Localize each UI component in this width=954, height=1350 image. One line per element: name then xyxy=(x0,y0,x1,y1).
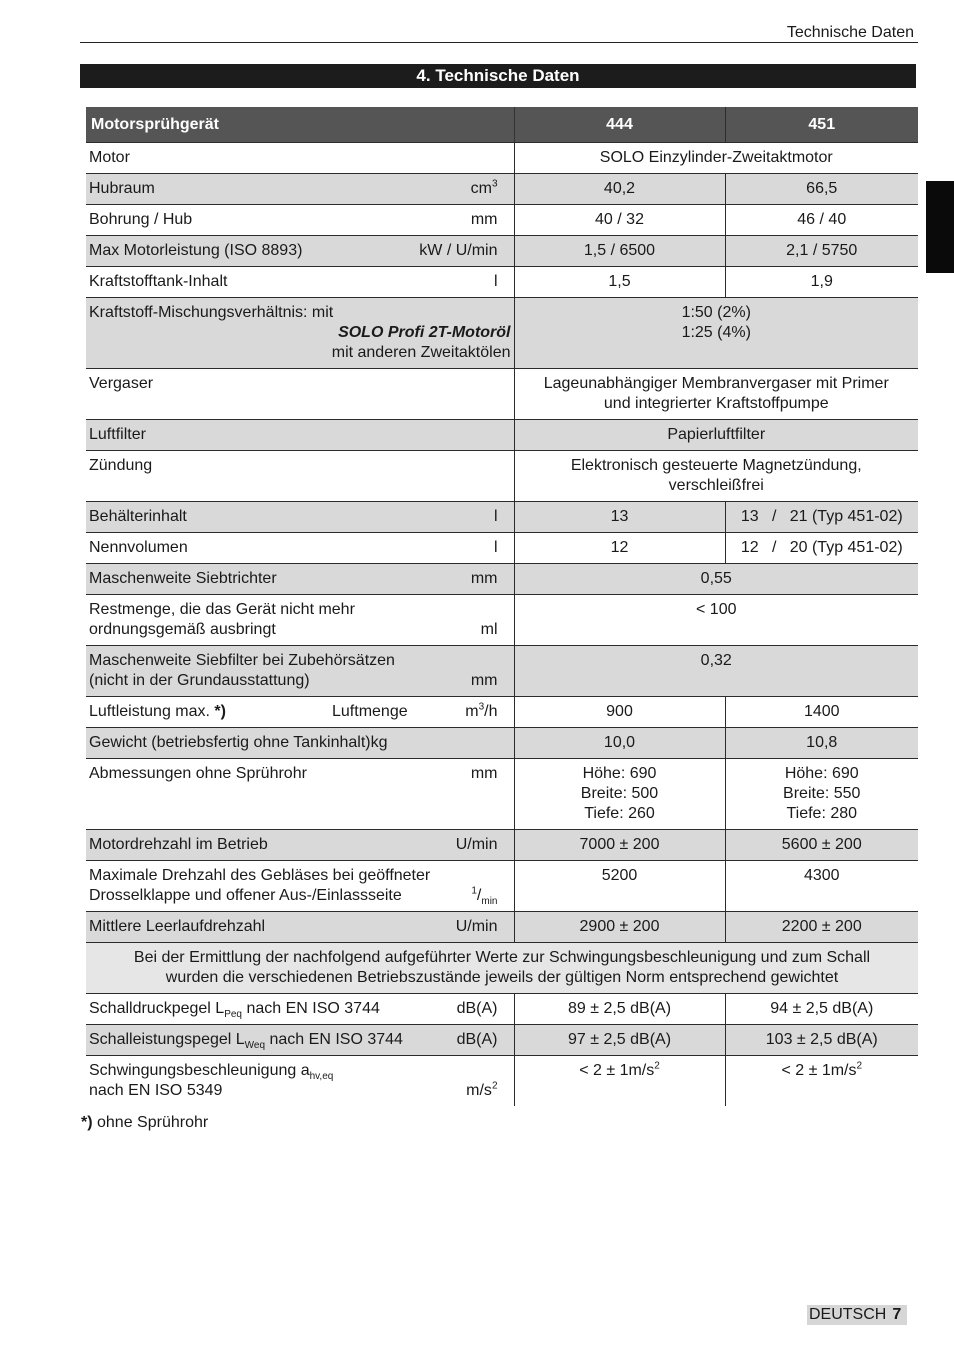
table-header-row xyxy=(86,107,918,143)
table-row xyxy=(86,369,918,420)
running-header xyxy=(80,22,918,43)
row-unit: kW / U/min xyxy=(419,242,498,259)
value-444: 13 xyxy=(514,502,725,533)
row-unit: U/min xyxy=(455,836,498,853)
running-header-title: Technische Daten xyxy=(786,24,914,41)
table-row xyxy=(86,595,918,646)
row-unit: ml xyxy=(480,621,498,638)
row-label: Motor xyxy=(86,143,514,174)
table-row xyxy=(86,298,918,369)
row-label: Restmenge, die das Gerät nicht mehr ordnungsgemäß ausbringt ml xyxy=(86,595,514,646)
row-label: Zündung xyxy=(86,451,514,502)
row-label: Abmessungen ohne Sprührohr mm xyxy=(86,759,514,830)
value-451: 94 ± 2,5 dB(A) xyxy=(725,994,918,1025)
value-451: 103 ± 2,5 dB(A) xyxy=(725,1025,918,1056)
header-cell-444: 444 xyxy=(514,107,725,143)
footnote-text: ohne Sprührohr xyxy=(92,1114,209,1131)
table-row xyxy=(86,994,918,1025)
table-row xyxy=(86,174,918,205)
table-row xyxy=(86,1056,918,1107)
row-label: Max Motorleistung (ISO 8893) kW / U/min xyxy=(86,236,514,267)
table-row xyxy=(86,1025,918,1056)
value-451: 1400 xyxy=(725,697,918,728)
row-label: Schwingungsbeschleunigung $a_{hv,eq}$ nach EN ISO 5349 $m/s^2$ xyxy=(86,1056,514,1107)
row-label: Schalleistungspegel $L_{Weq}$ nach EN ISO 3744 dB(A) xyxy=(86,1025,514,1056)
page-number: 7 xyxy=(892,1306,902,1323)
row-unit: mm xyxy=(470,570,498,587)
measurement-note: Bei der Ermittlung der nachfolgend aufgeführter Werte zur Schwingungsbeschleunigung und zum Schall wurden die verschiedenen Betriebszustände jeweils der gültigen Norm entsprechend gewichtet xyxy=(86,943,918,994)
row-label: Kraftstofftank-Inhalt l xyxy=(86,267,514,298)
row-label: Behälterinhalt l xyxy=(86,502,514,533)
row-sublabel: Luftmenge xyxy=(332,703,408,720)
row-value: 0,32 xyxy=(514,646,918,697)
value-444: 89 ± 2,5 dB(A) xyxy=(514,994,725,1025)
value-444: 40 / 32 xyxy=(514,205,725,236)
footer-language: DEUTSCH xyxy=(809,1306,887,1323)
row-label: Maximale Drehzahl des Gebläses bei geöffneter Drosselklappe und offener Aus-/Einlassseite $^1/_{min}$ xyxy=(86,861,514,912)
chapter-tab-marker xyxy=(926,181,954,273)
value-444: 1,5 / 6500 xyxy=(514,236,725,267)
row-label: Maschenweite Siebfilter bei Zubehörsätzen (nicht in der Grundausstattung) mm xyxy=(86,646,514,697)
value-451: 10,8 xyxy=(725,728,918,759)
row-unit: $^1/_{min}$ xyxy=(471,885,498,908)
row-unit: mm xyxy=(470,765,498,782)
row-unit: $cm^3$ xyxy=(470,178,498,197)
table-row xyxy=(86,205,918,236)
value-451: 66,5 xyxy=(725,174,918,205)
row-value: Elektronisch gesteuerte Magnetzündung, verschleißfrei xyxy=(514,451,918,502)
row-unit: $m/s^2$ xyxy=(466,1080,498,1099)
table-row xyxy=(86,451,918,502)
value-444: 10,0 xyxy=(514,728,725,759)
value-444: 900 xyxy=(514,697,725,728)
section-title: 4. Technische Daten xyxy=(80,64,916,88)
value-444: 7000 ± 200 xyxy=(514,830,725,861)
header-cell-label: Motorsprühgerät xyxy=(86,107,514,143)
row-label: Vergaser xyxy=(86,369,514,420)
row-label: Hubraum $cm^3$ xyxy=(86,174,514,205)
table-row xyxy=(86,728,918,759)
value-444: 5200 xyxy=(514,861,725,912)
value-451: 46 / 40 xyxy=(725,205,918,236)
table-row xyxy=(86,697,918,728)
row-label: Mittlere Leerlaufdrehzahl U/min xyxy=(86,912,514,943)
row-label: Kraftstoff-Mischungsverhältnis: mit SOLO Profi 2T-Motoröl mit anderen Zweitaktölen xyxy=(86,298,514,369)
row-unit: U/min xyxy=(455,918,498,935)
table-row xyxy=(86,564,918,595)
value-444: Höhe: 690 Breite: 500 Tiefe: 260 xyxy=(514,759,725,830)
header-cell-451: 451 xyxy=(725,107,918,143)
value-451: 5600 ± 200 xyxy=(725,830,918,861)
row-label: Luftfilter xyxy=(86,420,514,451)
value-444: 2900 ± 200 xyxy=(514,912,725,943)
value-444: 1,5 xyxy=(514,267,725,298)
value-451: Höhe: 690 Breite: 550 Tiefe: 280 xyxy=(725,759,918,830)
row-label: Motordrehzahl im Betrieb U/min xyxy=(86,830,514,861)
footnote xyxy=(81,1114,208,1132)
table-row xyxy=(86,502,918,533)
value-444: 12 xyxy=(514,533,725,564)
table-row xyxy=(86,420,918,451)
row-unit: $m^3/h$ xyxy=(465,701,498,720)
table-row xyxy=(86,267,918,298)
row-unit: dB(A) xyxy=(456,1000,498,1017)
value-444: 97 ± 2,5 dB(A) xyxy=(514,1025,725,1056)
table-row xyxy=(86,646,918,697)
row-unit: l xyxy=(493,508,498,525)
table-row xyxy=(86,533,918,564)
row-value: 1:50 (2%) 1:25 (4%) xyxy=(514,298,918,369)
footnote-marker: *) xyxy=(214,703,226,720)
table-row xyxy=(86,236,918,267)
row-label: Schalldruckpegel $L_{Peq}$ nach EN ISO 3744 dB(A) xyxy=(86,994,514,1025)
page-footer xyxy=(807,1305,907,1325)
row-value: Papierluftfilter xyxy=(514,420,918,451)
value-444: < $2 \pm 1m/s^2$ xyxy=(514,1056,725,1107)
row-label: Gewicht (betriebsfertig ohne Tankinhalt)kg xyxy=(86,728,514,759)
measurement-note-row xyxy=(86,943,918,994)
row-value: < 100 xyxy=(514,595,918,646)
row-unit: dB(A) xyxy=(456,1031,498,1048)
row-unit: mm xyxy=(470,672,498,689)
table-row xyxy=(86,143,918,174)
row-unit: l xyxy=(493,539,498,556)
row-unit: mm xyxy=(470,211,498,228)
oil-brand-label: SOLO Profi 2T-Motoröl xyxy=(338,324,511,341)
value-444: 40,2 xyxy=(514,174,725,205)
table-row xyxy=(86,861,918,912)
footnote-marker: *) xyxy=(81,1114,93,1131)
value-451: 1,9 xyxy=(725,267,918,298)
value-451: < $2 \pm 1m/s^2$ xyxy=(725,1056,918,1107)
table-row xyxy=(86,759,918,830)
value-451: 4300 xyxy=(725,861,918,912)
value-451: 2,1 / 5750 xyxy=(725,236,918,267)
row-value: 0,55 xyxy=(514,564,918,595)
row-value: Lageunabhängiger Membranvergaser mit Primer und integrierter Kraftstoffpumpe xyxy=(514,369,918,420)
row-label: Luftleistung max. *) Luftmenge $m^3/h$ xyxy=(86,697,514,728)
row-label: Nennvolumen l xyxy=(86,533,514,564)
row-value: SOLO Einzylinder-Zweitaktmotor xyxy=(514,143,918,174)
table-row xyxy=(86,912,918,943)
value-451: 13 / 21 (Typ 451-02) xyxy=(725,502,918,533)
value-451: 2200 ± 200 xyxy=(725,912,918,943)
row-label: Bohrung / Hub mm xyxy=(86,205,514,236)
row-label: Maschenweite Siebtrichter mm xyxy=(86,564,514,595)
row-unit: l xyxy=(493,273,498,290)
table-row xyxy=(86,830,918,861)
technical-data-table xyxy=(86,107,918,1106)
value-451: 12 / 20 (Typ 451-02) xyxy=(725,533,918,564)
